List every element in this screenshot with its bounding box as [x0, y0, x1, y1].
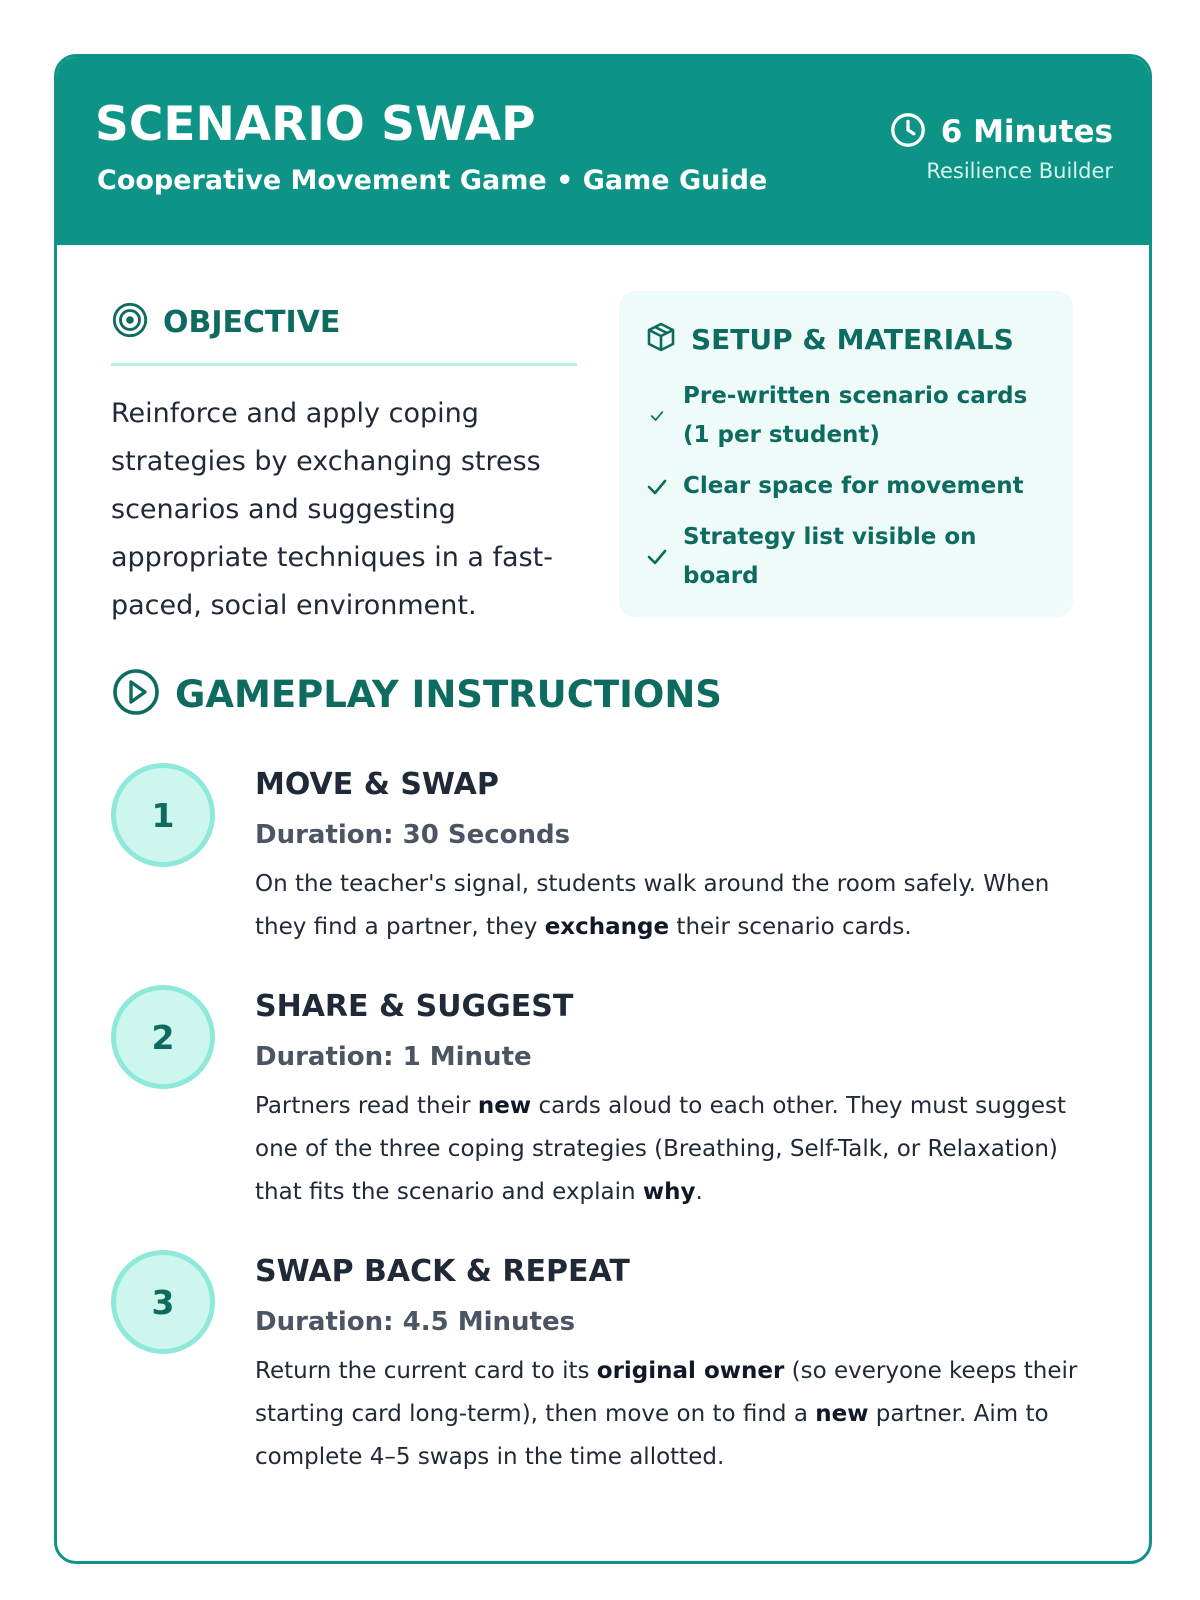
objective-section	[111, 301, 577, 630]
objective-heading: OBJECTIVE	[163, 304, 341, 340]
page-title: SCENARIO SWAP	[95, 97, 536, 152]
gameplay-heading: GAMEPLAY INSTRUCTIONS	[175, 672, 722, 716]
setup-panel	[619, 291, 1073, 617]
emphasis-text: new	[815, 1401, 869, 1427]
list-item	[645, 377, 1047, 455]
gameplay-section	[111, 667, 1101, 721]
clock-icon	[889, 111, 927, 153]
body-text: Return the current card to its	[255, 1358, 597, 1384]
setup-item-text: Clear space for movement	[683, 473, 1024, 499]
duration-value: 6 Minutes	[940, 114, 1113, 150]
emphasis-text: new	[477, 1093, 532, 1119]
step-duration: Duration: 1 Minute	[255, 1042, 532, 1072]
step-duration: Duration: 4.5 Minutes	[255, 1307, 576, 1337]
body-text: (so everyone keeps their starting card long-term), then move on to find a	[255, 1358, 1078, 1427]
objective-divider	[111, 363, 577, 366]
step-number-badge: 1	[111, 763, 215, 867]
play-circle-icon	[111, 667, 161, 721]
step-duration: Duration: 30 Seconds	[255, 820, 571, 850]
step-description	[255, 863, 1101, 949]
header-banner	[57, 57, 1149, 245]
emphasis-text: exchange	[544, 914, 670, 940]
body-text: On the teacher's signal, students walk around the room safely. When they find a partner, they	[255, 871, 1050, 940]
step-number-badge: 3	[111, 1250, 215, 1354]
body-text: their scenario cards.	[669, 914, 912, 940]
step-title: MOVE & SWAP	[255, 767, 499, 802]
setup-item-text: Pre-written scenario cards (1 per student)	[683, 383, 1028, 448]
duration-block	[889, 111, 1113, 183]
objective-text: Reinforce and apply coping strategies by exchanging stress scenarios and suggesting appropriate techniques in a fast-paced, social environment.	[111, 398, 553, 621]
check-icon	[645, 545, 669, 569]
body-text: partner. Aim to complete 4–5 swaps in the time allotted.	[255, 1401, 1049, 1470]
step-title: SWAP BACK & REPEAT	[255, 1254, 630, 1289]
emphasis-text: why	[642, 1179, 696, 1205]
step-description	[255, 1350, 1101, 1479]
step-description	[255, 1085, 1101, 1214]
check-icon	[645, 475, 669, 499]
game-guide-card	[54, 54, 1152, 1564]
body-text: Partners read their	[255, 1093, 478, 1119]
duration-subtitle: Resilience Builder	[926, 159, 1113, 183]
setup-heading: SETUP & MATERIALS	[691, 322, 1014, 356]
step-number-badge: 2	[111, 985, 215, 1089]
list-item	[645, 467, 1047, 506]
body-text: .	[695, 1179, 703, 1205]
box-icon	[645, 321, 677, 357]
page-subtitle: Cooperative Movement Game • Game Guide	[97, 165, 768, 196]
setup-list	[645, 377, 1047, 596]
emphasis-text: original owner	[596, 1358, 785, 1384]
check-icon	[645, 404, 669, 428]
target-icon	[111, 301, 149, 343]
step-title: SHARE & SUGGEST	[255, 989, 574, 1024]
list-item	[645, 518, 1047, 596]
body-text: cards aloud to each other. They must suggest one of the three coping strategies (Breathing, Self-Talk, or Relaxation) that fits the scenario and explain	[255, 1093, 1067, 1205]
setup-item-text: Strategy list visible on board	[683, 524, 977, 589]
